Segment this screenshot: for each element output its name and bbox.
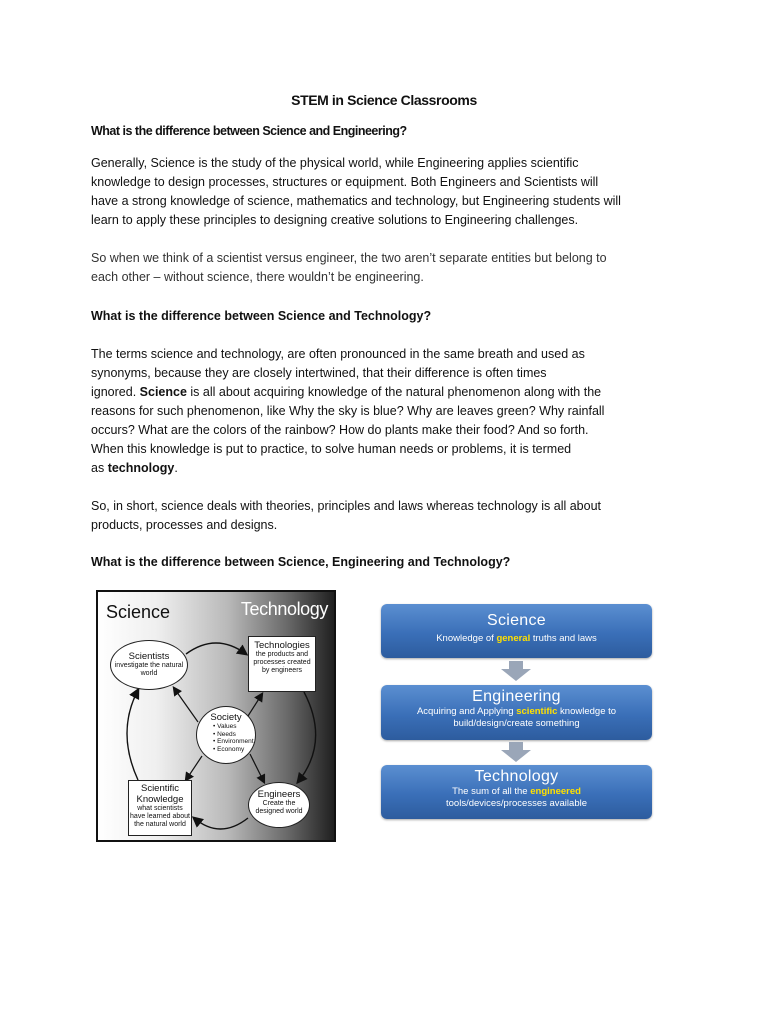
arrow-knowledge-to-scientists [127, 690, 138, 780]
highlight-word: general [496, 633, 531, 644]
link-society-knowledge [186, 756, 202, 780]
text-fragment: Acquiring and Applying [416, 706, 517, 717]
arrow-technologies-to-engineers [298, 692, 316, 782]
text-line: products, processes and designs. [91, 518, 278, 532]
flow-desc [381, 786, 652, 798]
text-fragment: as [91, 461, 108, 475]
link-society-scientists [174, 688, 198, 722]
bold-term-technology: technology [107, 461, 175, 475]
diagram-label-science: Science [106, 602, 171, 622]
arrow-engineers-to-knowledge [194, 818, 248, 829]
flow-desc [381, 633, 652, 645]
text-line: occurs? What are the colors of the rainbow? How do plants make their food? And so forth. [91, 423, 589, 437]
node-title: Engineers [257, 789, 301, 800]
bold-term-science: Science [139, 385, 187, 399]
node-scientific-knowledge [128, 780, 192, 836]
node-desc: the products and processes created by engineers [253, 651, 311, 674]
text-line: learn to apply these principles to designing creative solutions to Engineering challenges. [91, 213, 579, 227]
node-scientists [110, 640, 188, 690]
text-fragment: knowledge to [557, 706, 617, 717]
down-arrow-icon [501, 661, 531, 681]
node-title: Scientists [128, 651, 170, 662]
node-engineers [248, 782, 310, 828]
paragraph-science-engineering [91, 154, 691, 230]
flow-desc: tools/devices/processes available [446, 798, 587, 809]
flow-title: Technology [474, 768, 559, 785]
node-title: Scientific Knowledge [136, 783, 184, 805]
node-title: Society [210, 712, 242, 723]
text-line [91, 383, 691, 402]
text-line: synonyms, because they are closely intertwined, that their difference is often times [91, 366, 547, 380]
flow-desc [381, 706, 652, 718]
text-line [91, 459, 691, 478]
heading-science-engineering-technology: What is the difference between Science, Engineering and Technology? [91, 555, 511, 569]
society-list [207, 723, 255, 753]
text-line: Generally, Science is the study of the physical world, while Engineering applies scientific [91, 156, 579, 170]
flow-box-engineering [381, 685, 652, 740]
flow-title: Science [486, 612, 547, 629]
society-item: • Environment [213, 738, 255, 746]
heading-science-vs-engineering: What is the difference between Science and Engineering? [91, 124, 407, 138]
node-desc: Create the designed world [255, 800, 303, 815]
node-technologies [248, 636, 316, 692]
text-fragment: Knowledge of [436, 633, 497, 644]
text-line: knowledge to design processes, structures or equipment. Both Engineers and Scientists will [91, 175, 599, 189]
text-fragment: truths and laws [530, 633, 597, 644]
science-technology-cycle-diagram [96, 590, 336, 842]
flow-title: Engineering [472, 688, 561, 705]
text-line: reasons for such phenomenon, like Why the sky is blue? Why are leaves green? Why rainfall [91, 404, 605, 418]
node-desc: investigate the natural world [114, 662, 184, 677]
down-arrow-icon [501, 742, 531, 762]
society-item: • Needs [213, 731, 255, 739]
paragraph-summary [91, 497, 691, 535]
society-item: • Values [213, 723, 255, 731]
text-line: So, in short, science deals with theories, principles and laws whereas technology is all about [91, 499, 601, 513]
flow-box-technology [381, 765, 652, 819]
paragraph-science-technology [91, 345, 691, 478]
text-line: When this knowledge is put to practice, to solve human needs or problems, it is termed [91, 442, 572, 456]
text-fragment: The sum of all the [452, 786, 531, 797]
page-title: STEM in Science Classrooms [291, 92, 477, 108]
arrow-scientists-to-technologies [186, 643, 246, 654]
paragraph-scientist-vs-engineer [91, 249, 691, 287]
node-society [196, 706, 256, 764]
flow-box-science [381, 604, 652, 658]
text-line: have a strong knowledge of science, mathematics and technology, but Engineering students will [91, 194, 621, 208]
heading-science-vs-technology: What is the difference between Science and Technology? [91, 309, 432, 323]
text-fragment: is all about acquiring knowledge of the natural phenomenon along with the [186, 385, 602, 399]
society-item: • Economy [213, 746, 255, 754]
node-desc: what scientists have learned about the natural world [130, 805, 190, 828]
text-line: each other – without science, there wouldn’t be engineering. [91, 270, 424, 284]
text-line: So when we think of a scientist versus engineer, the two aren’t separate entities but belong to [91, 251, 607, 265]
text-line: The terms science and technology, are often pronounced in the same breath and used as [91, 347, 585, 361]
node-title: Technologies [254, 640, 310, 651]
diagram-label-technology: Technology [240, 599, 328, 619]
link-society-engineers [250, 754, 264, 782]
text-fragment: . [174, 461, 178, 475]
text-fragment: ignored. [91, 385, 140, 399]
highlight-word: scientific [516, 706, 558, 717]
highlight-word: engineered [530, 786, 581, 797]
flow-desc: build/design/create something [453, 718, 580, 729]
